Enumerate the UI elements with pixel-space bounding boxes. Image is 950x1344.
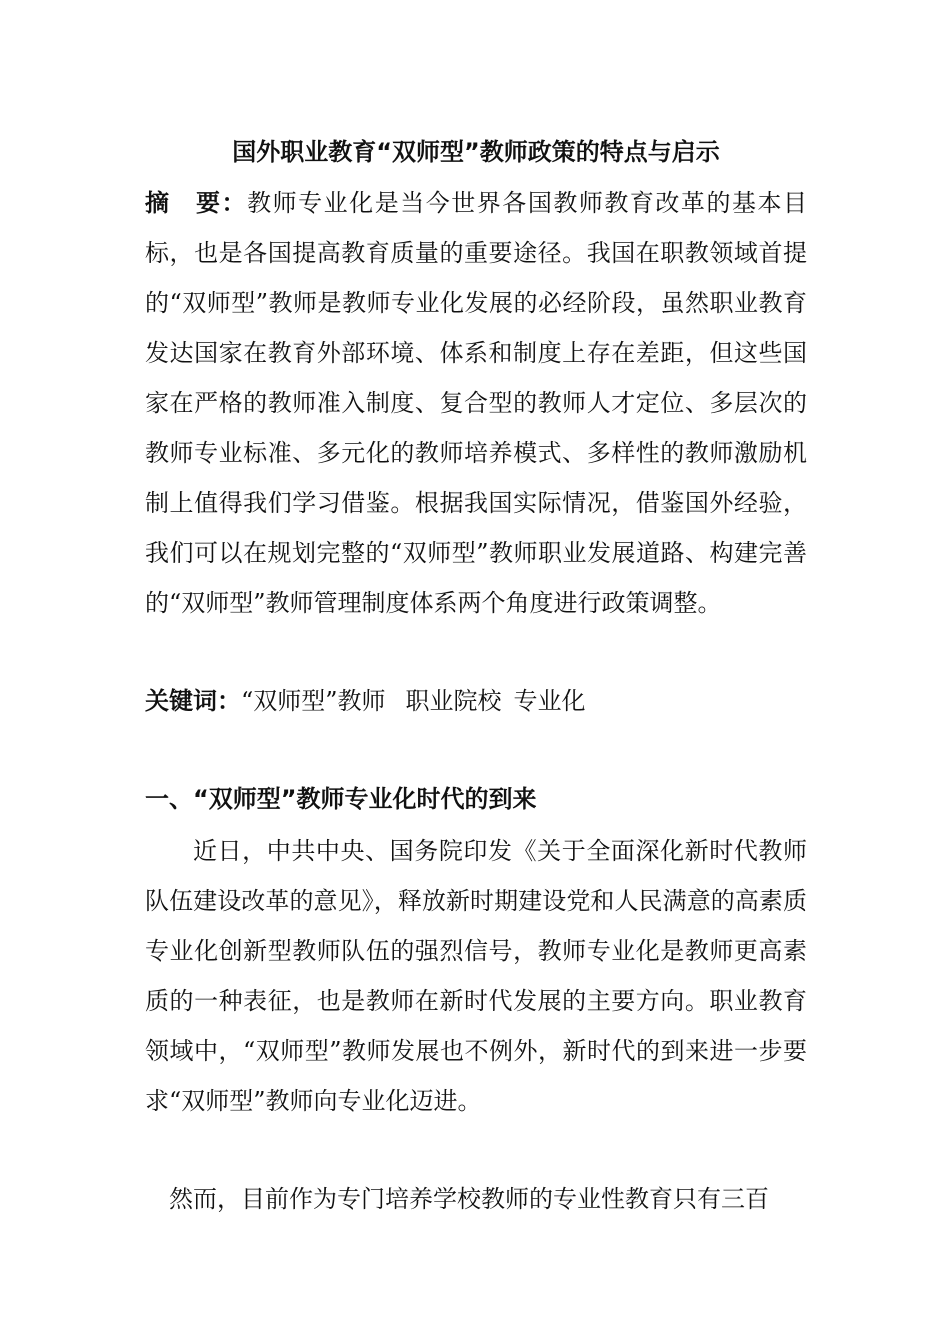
keyword: “双师型”教师 [241,687,386,715]
abstract-label: 摘 要： [145,189,248,217]
document-title: 国外职业教育“双师型”教师政策的特点与启示 [232,138,720,166]
keyword: 职业院校 [405,687,502,715]
abstract [145,178,807,628]
section-heading: 一、“双师型”教师专业化时代的到来 [145,785,537,813]
keywords-label: 关键词： [145,687,241,715]
body-paragraph: 近日，中共中央、国务院印发《关于全面深化新时代教师队伍建设改革的意见》，释放新时期建设党和人民满意的高素质专业化创新型教师队伍的强烈信号，教师专业化是教师更高素质的一种表征，也是教师在新时代发展的主要方向。职业教育领域中，“双师型”教师发展也不例外，新时代的到来进一步要求“双师型”教师向专业化迈进。 [145,837,807,1115]
body-paragraph: 然而，目前作为专门培养学校教师的专业性教育只有三百 [169,1185,769,1213]
keyword: 专业化 [513,687,586,715]
keywords [145,676,807,726]
abstract-text: 教师专业化是当今世界各国教师教育改革的基本目标，也是各国提高教育质量的重要途径。我国在职教领域首提的“双师型”教师是教师专业化发展的必经阶段，虽然职业教育发达国家在教育外部环境、体系和制度上存在差距，但这些国家在严格的教师准入制度、复合型的教师人才定位、多层次的教师专业标准、多元化的教师培养模式、多样性的教师激励机制上值得我们学习借鉴。根据我国实际情况，借鉴国外经验，我们可以在规划完整的“双师型”教师职业发展道路、构建完善的“双师型”教师管理制度体系两个角度进行政策调整。 [145,189,808,617]
